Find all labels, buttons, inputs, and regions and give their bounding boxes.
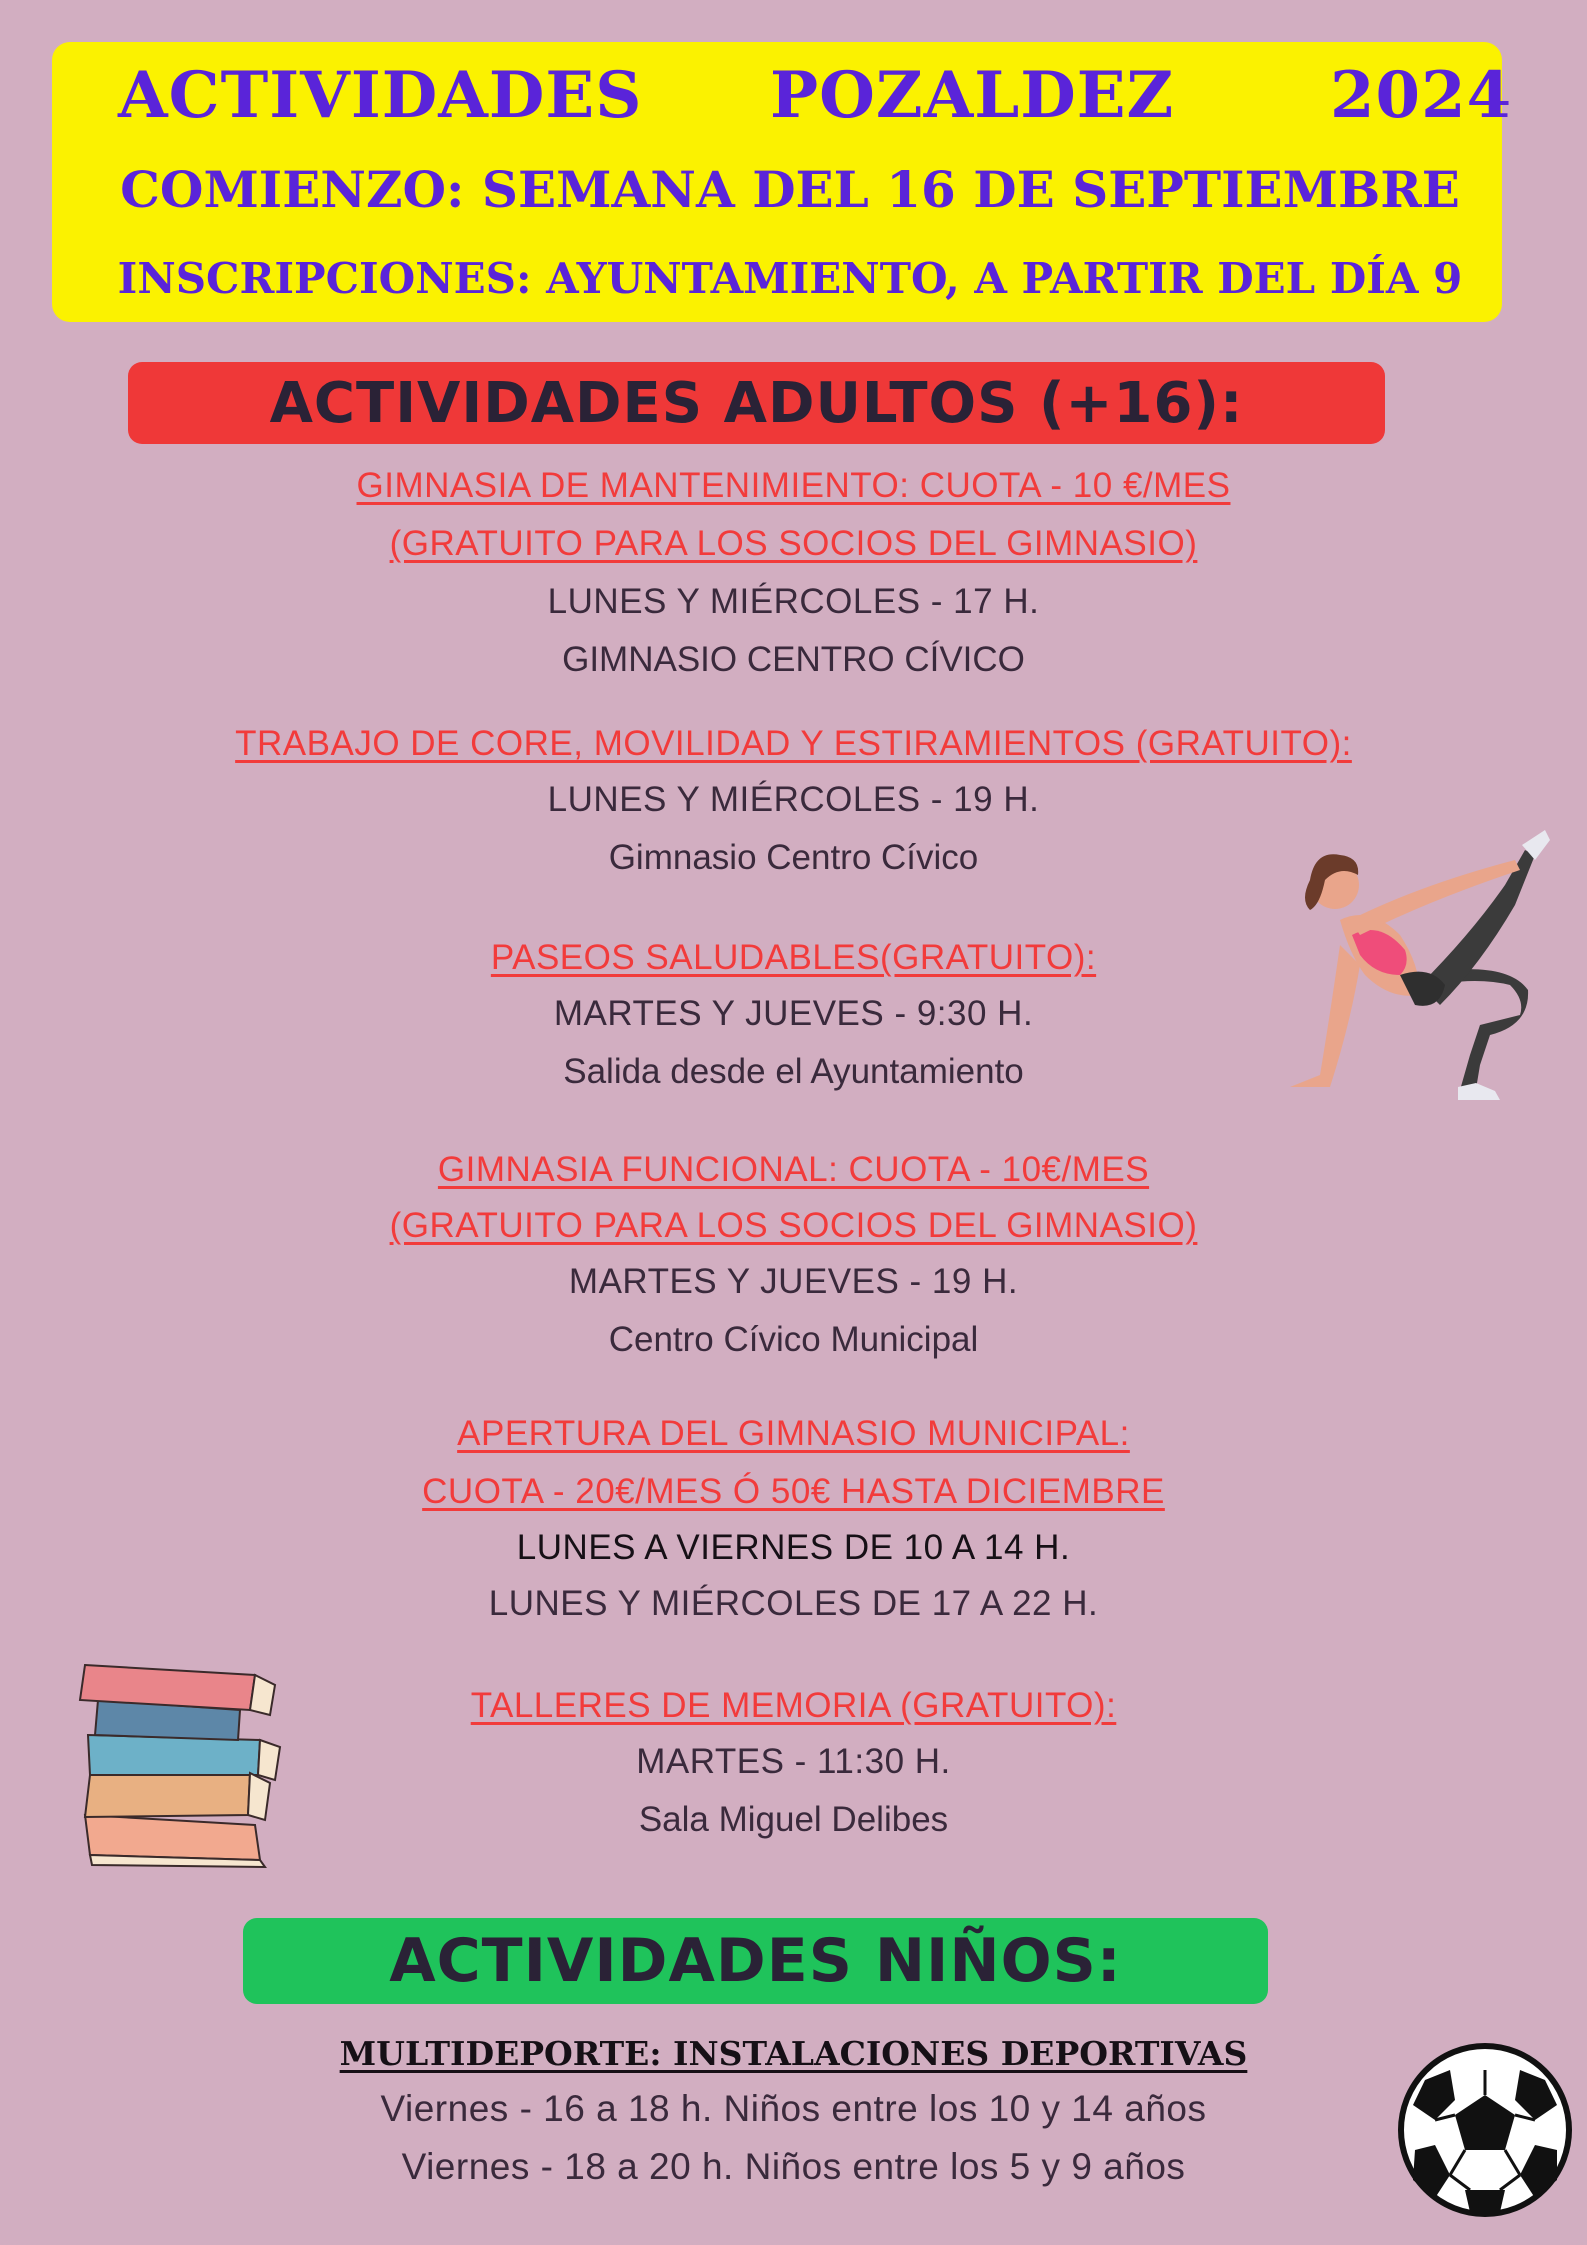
soccer-ball-icon — [1395, 2040, 1575, 2220]
activity-title: TALLERES DE MEMORIA (GRATUITO): — [470, 1686, 1117, 1725]
activity-title: GIMNASIA FUNCIONAL: CUOTA - 10€/MES — [437, 1150, 1150, 1189]
activity-place: Salida desde el Ayuntamiento — [563, 1052, 1024, 1091]
activity-schedule: MARTES - 11:30 H. — [636, 1742, 951, 1781]
activity-schedule: LUNES Y MIÉRCOLES - 19 H. — [547, 780, 1040, 819]
activity-title: APERTURA DEL GIMNASIO MUNICIPAL: — [457, 1414, 1130, 1453]
activity-place: Sala Miguel Delibes — [638, 1800, 949, 1839]
header-word-pozaldez: POZALDEZ — [770, 58, 1175, 133]
activity-title: (GRATUITO PARA LOS SOCIOS DEL GIMNASIO) — [389, 524, 1198, 563]
header-start-date: COMIENZO: SEMANA DEL 16 DE SEPTIEMBRE — [120, 160, 1460, 219]
book-stack-icon — [70, 1655, 300, 1875]
header-registration: INSCRIPCIONES: AYUNTAMIENTO, A PARTIR DEL DÍA 9 — [117, 254, 1463, 303]
header-word-year: 2024 — [1330, 58, 1513, 133]
activity-title: PASEOS SALUDABLES(GRATUITO): — [490, 938, 1097, 977]
activity-place: LUNES Y MIÉRCOLES DE 17 A 22 H. — [488, 1584, 1099, 1623]
adultos-heading: ACTIVIDADES ADULTOS (+16): — [128, 362, 1385, 444]
activity-schedule: MARTES Y JUEVES - 9:30 H. — [553, 994, 1034, 1033]
activity-schedule: LUNES Y MIÉRCOLES - 17 H. — [547, 582, 1040, 621]
activity-place: GIMNASIO CENTRO CÍVICO — [562, 640, 1025, 679]
multideporte-title: MULTIDEPORTE: INSTALACIONES DEPORTIVAS — [339, 2034, 1248, 2073]
activity-title: TRABAJO DE CORE, MOVILIDAD Y ESTIRAMIENTOS (GRATUITO): — [235, 724, 1352, 763]
ninos-heading: ACTIVIDADES NIÑOS: — [243, 1918, 1268, 2004]
activity-place: Centro Cívico Municipal — [608, 1320, 979, 1359]
activity-place: Gimnasio Centro Cívico — [608, 838, 979, 877]
activity-schedule: MARTES Y JUEVES - 19 H. — [568, 1262, 1019, 1301]
kids-schedule: Viernes - 16 a 18 h. Niños entre los 10 y 14 años — [380, 2088, 1207, 2129]
activity-schedule: LUNES A VIERNES DE 10 A 14 H. — [516, 1528, 1071, 1567]
activity-title: CUOTA - 20€/MES Ó 50€ HASTA DICIEMBRE — [422, 1472, 1165, 1511]
kids-schedule: Viernes - 18 a 20 h. Niños entre los 5 y 9 años — [401, 2146, 1186, 2187]
activity-title: (GRATUITO PARA LOS SOCIOS DEL GIMNASIO) — [389, 1206, 1198, 1245]
activity-title: GIMNASIA DE MANTENIMIENTO: CUOTA - 10 €/MES — [356, 466, 1231, 505]
stretching-woman-icon — [1280, 825, 1550, 1105]
header-word-actividades: ACTIVIDADES — [118, 58, 643, 133]
